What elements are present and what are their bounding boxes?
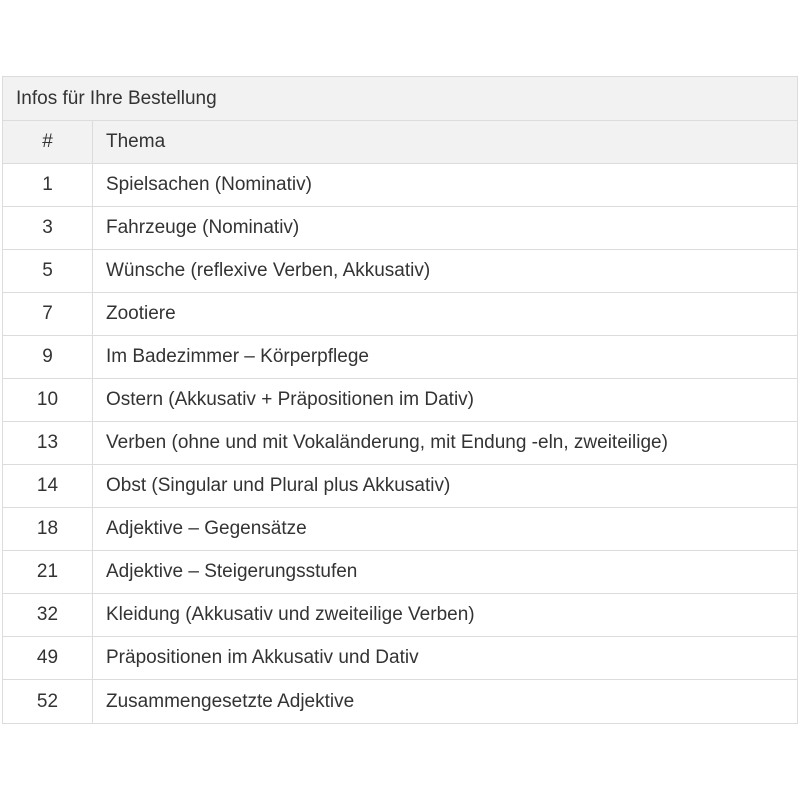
row-topic: Spielsachen (Nominativ) [106,174,312,195]
row-topic: Adjektive – Steigerungsstufen [106,561,358,582]
row-number: 14 [3,465,93,507]
row-number: 7 [3,293,93,335]
row-number: 32 [3,594,93,636]
row-topic: Fahrzeuge (Nominativ) [106,217,300,238]
order-info-table [2,76,798,724]
table-row [3,551,797,594]
table-header-row [3,121,797,164]
row-topic: Wünsche (reflexive Verben, Akkusativ) [106,260,431,281]
table-row [3,594,797,637]
row-number: 49 [3,637,93,679]
row-topic: Im Badezimmer – Körperpflege [106,346,369,367]
row-number: 10 [3,379,93,421]
header-number: # [3,121,93,163]
row-number: 9 [3,336,93,378]
row-topic: Präpositionen im Akkusativ und Dativ [106,647,419,668]
table-row [3,293,797,336]
table-row [3,508,797,551]
row-number: 3 [3,207,93,249]
row-number: 5 [3,250,93,292]
row-topic: Zootiere [106,303,176,324]
table-row [3,379,797,422]
row-topic: Obst (Singular und Plural plus Akkusativ) [106,475,451,496]
table-row [3,336,797,379]
table-row [3,422,797,465]
row-topic: Adjektive – Gegensätze [106,518,307,539]
table-row [3,680,797,723]
row-topic: Kleidung (Akkusativ und zweiteilige Verben) [106,604,475,625]
row-number: 18 [3,508,93,550]
row-number: 1 [3,164,93,206]
header-topic: Thema [106,131,166,152]
row-topic: Verben (ohne und mit Vokaländerung, mit Endung -eln, zweiteilige) [106,432,668,453]
row-number: 52 [3,680,93,723]
table-row [3,637,797,680]
table-row [3,465,797,508]
table-row [3,250,797,293]
table-row [3,207,797,250]
table-row [3,164,797,207]
row-number: 21 [3,551,93,593]
row-number: 13 [3,422,93,464]
row-topic: Ostern (Akkusativ + Präpositionen im Dativ) [106,389,474,410]
table-caption: Infos für Ihre Bestellung [3,77,797,121]
row-topic: Zusammengesetzte Adjektive [106,690,355,712]
